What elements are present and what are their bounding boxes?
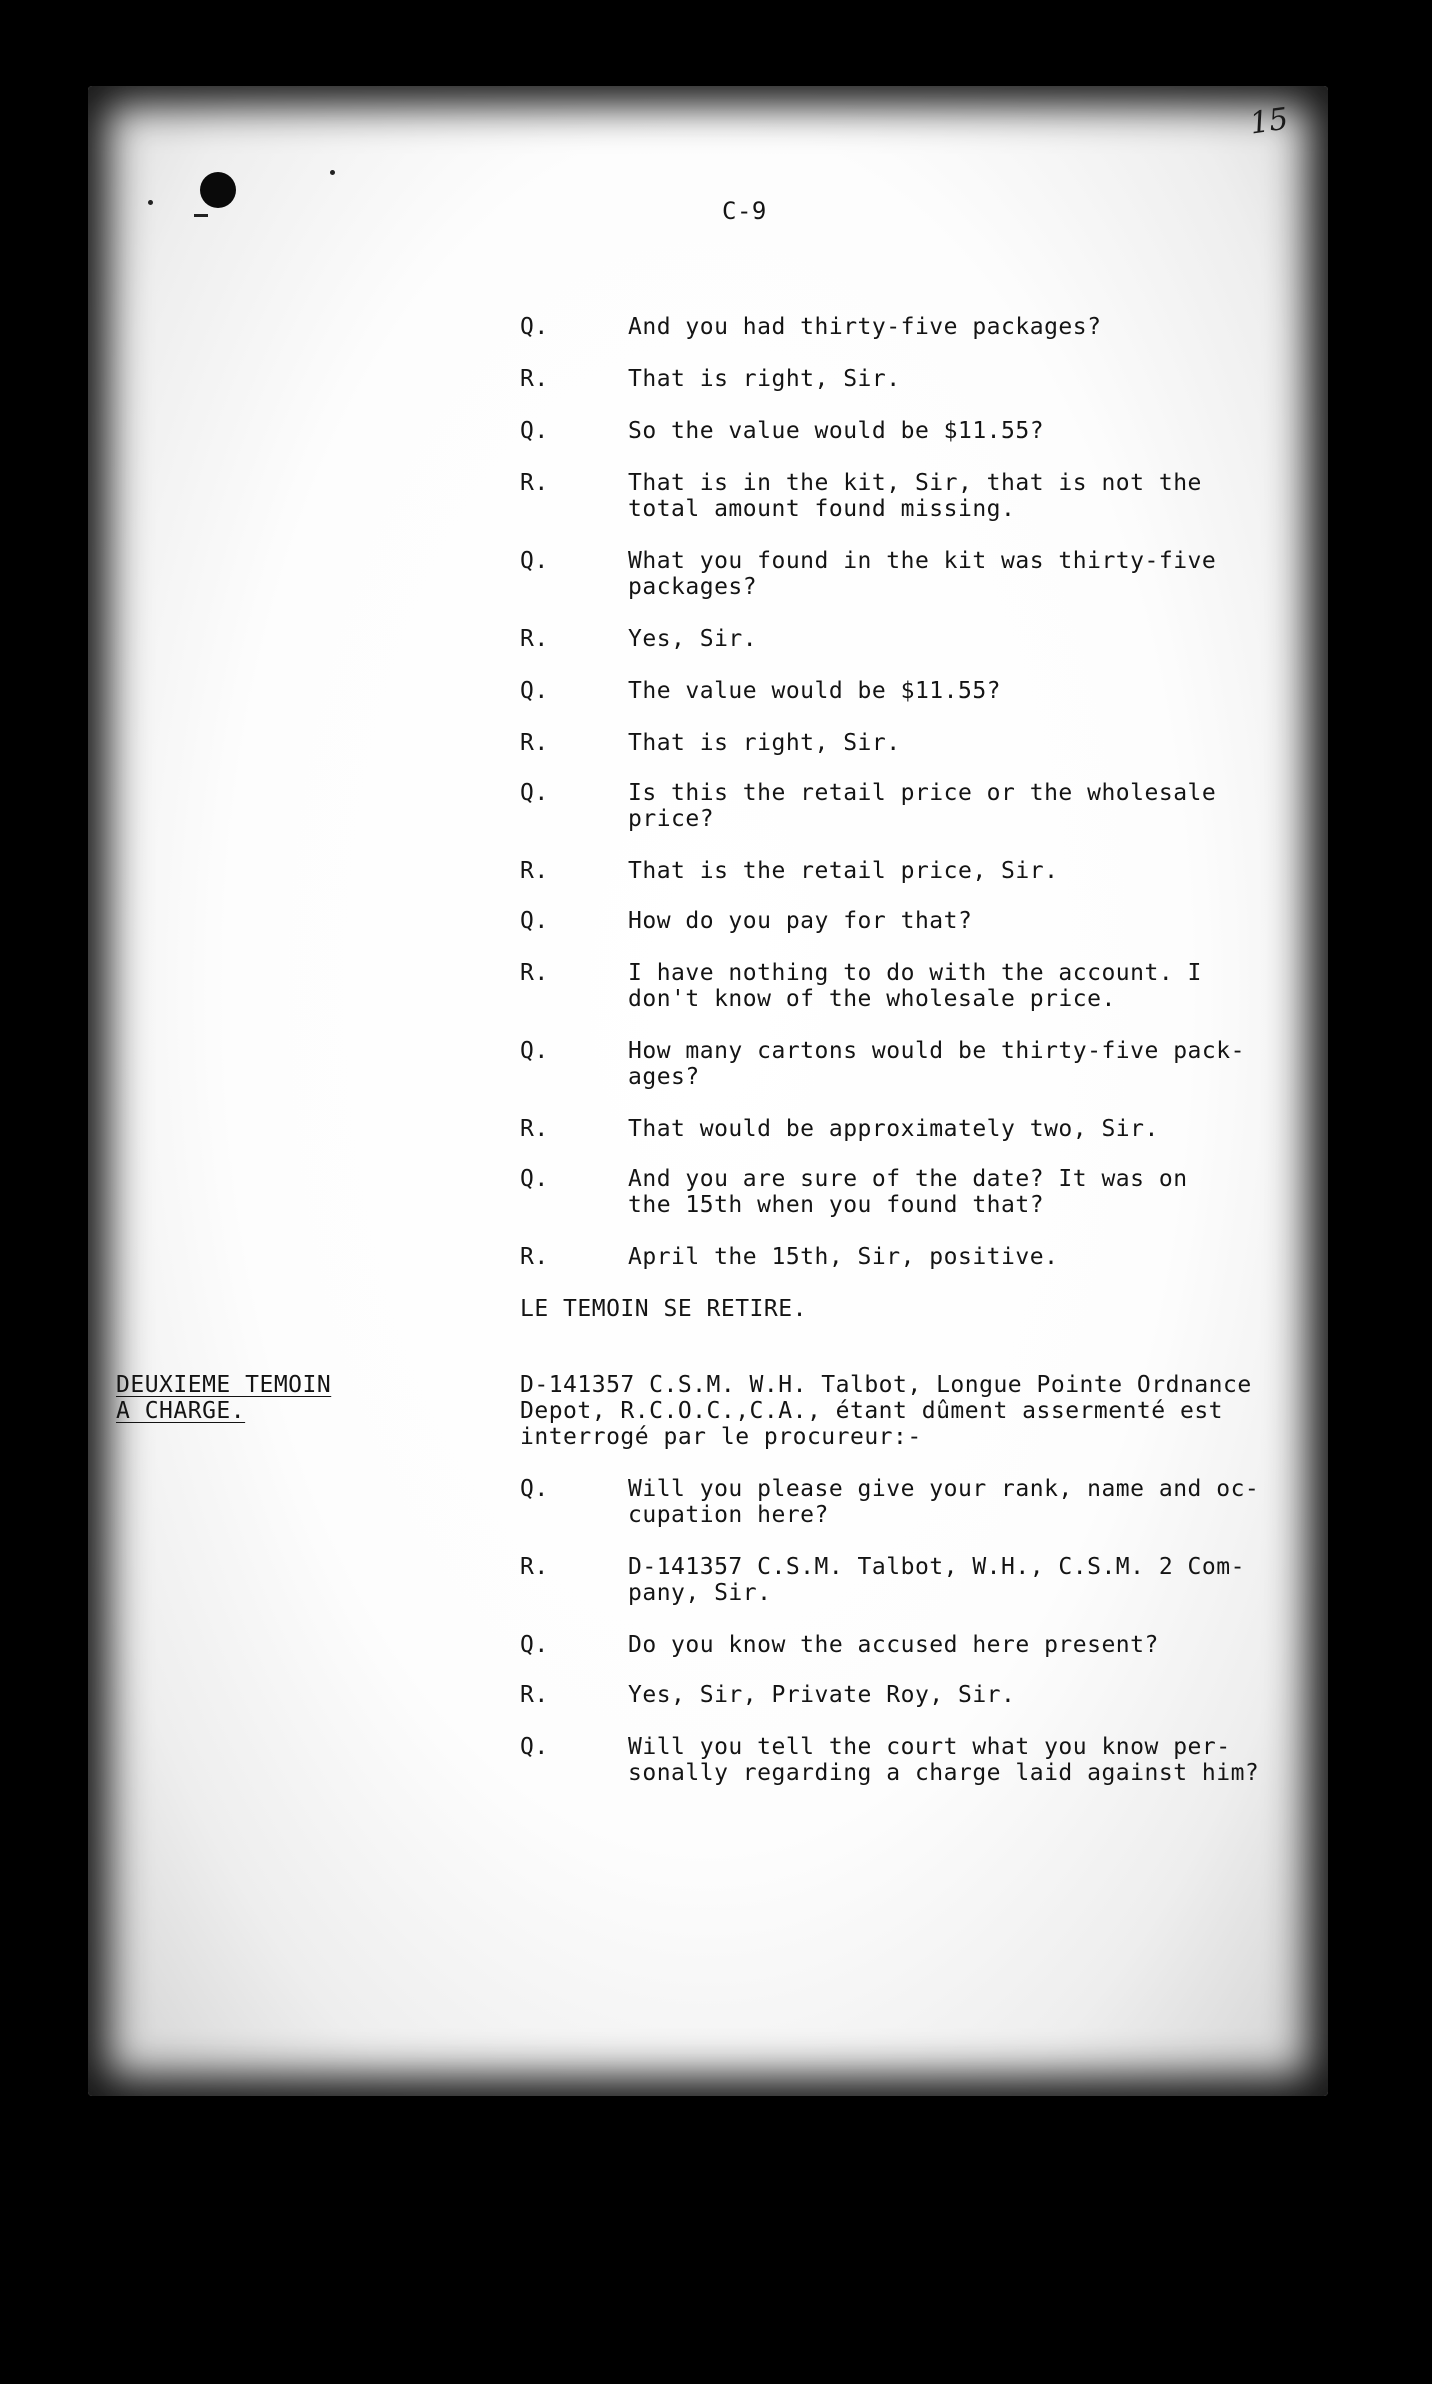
exchange-text: That is in the kit, Sir, that is not the total amount found missing. [628, 470, 1202, 522]
speaker-label: R. [520, 1554, 549, 1580]
speaker-label: Q. [520, 1734, 549, 1760]
exchange-text: The value would be $11.55? [628, 678, 1002, 704]
speaker-label: R. [520, 1682, 549, 1708]
exchange-text: D-141357 C.S.M. Talbot, W.H., C.S.M. 2 Com- pany, Sir. [628, 1554, 1245, 1606]
exchange-text: Yes, Sir, Private Roy, Sir. [628, 1682, 1016, 1708]
speaker-label: Q. [520, 1166, 549, 1192]
speaker-label: Q. [520, 1038, 549, 1064]
witness-retires-note: LE TEMOIN SE RETIRE. [520, 1296, 807, 1322]
speck-mark [330, 170, 335, 175]
page-label: C-9 [722, 197, 767, 225]
exchange-text: April the 15th, Sir, positive. [628, 1244, 1059, 1270]
exchange-text: That is right, Sir. [628, 366, 901, 392]
exchange-text: And you are sure of the date? It was on the 15th when you found that? [628, 1166, 1188, 1218]
exchange-text: How do you pay for that? [628, 908, 973, 934]
witness-intro: D-141357 C.S.M. W.H. Talbot, Longue Pointe Ordnance Depot, R.C.O.C.,C.A., étant dûment assermenté est interrogé par le procureur:- [520, 1372, 1252, 1450]
speaker-label: Q. [520, 314, 549, 340]
speaker-label: Q. [520, 548, 549, 574]
exchange-text: That is right, Sir. [628, 730, 901, 756]
speaker-label: R. [520, 366, 549, 392]
exchange-text: Yes, Sir. [628, 626, 758, 652]
exchange-text: I have nothing to do with the account. I don't know of the wholesale price. [628, 960, 1202, 1012]
exchange-text: Do you know the accused here present? [628, 1632, 1159, 1658]
speck-mark [148, 200, 153, 205]
second-witness-heading: DEUXIEME TEMOIN A CHARGE. [116, 1372, 332, 1424]
speaker-label: Q. [520, 908, 549, 934]
speaker-label: Q. [520, 780, 549, 806]
speaker-label: Q. [520, 418, 549, 444]
punch-hole-mark [194, 214, 208, 217]
speaker-label: Q. [520, 1476, 549, 1502]
speaker-label: R. [520, 730, 549, 756]
punch-hole [200, 172, 236, 208]
exchange-text: What you found in the kit was thirty-five packages? [628, 548, 1217, 600]
speaker-label: R. [520, 470, 549, 496]
exchange-text: That would be approximately two, Sir. [628, 1116, 1159, 1142]
speaker-label: Q. [520, 678, 549, 704]
speaker-label: R. [520, 960, 549, 986]
exchange-text: That is the retail price, Sir. [628, 858, 1059, 884]
exchange-text: And you had thirty-five packages? [628, 314, 1102, 340]
speaker-label: Q. [520, 1632, 549, 1658]
exchange-text: Will you tell the court what you know per- sonally regarding a charge laid against him? [628, 1734, 1260, 1786]
speaker-label: R. [520, 1244, 549, 1270]
exchange-text: So the value would be $11.55? [628, 418, 1045, 444]
speaker-label: R. [520, 858, 549, 884]
exchange-text: How many cartons would be thirty-five pack- ages? [628, 1038, 1245, 1090]
speaker-label: R. [520, 626, 549, 652]
exchange-text: Is this the retail price or the wholesale price? [628, 780, 1217, 832]
speaker-label: R. [520, 1116, 549, 1142]
exchange-text: Will you please give your rank, name and oc- cupation here? [628, 1476, 1260, 1528]
handwritten-page-number: 15 [1247, 101, 1291, 142]
